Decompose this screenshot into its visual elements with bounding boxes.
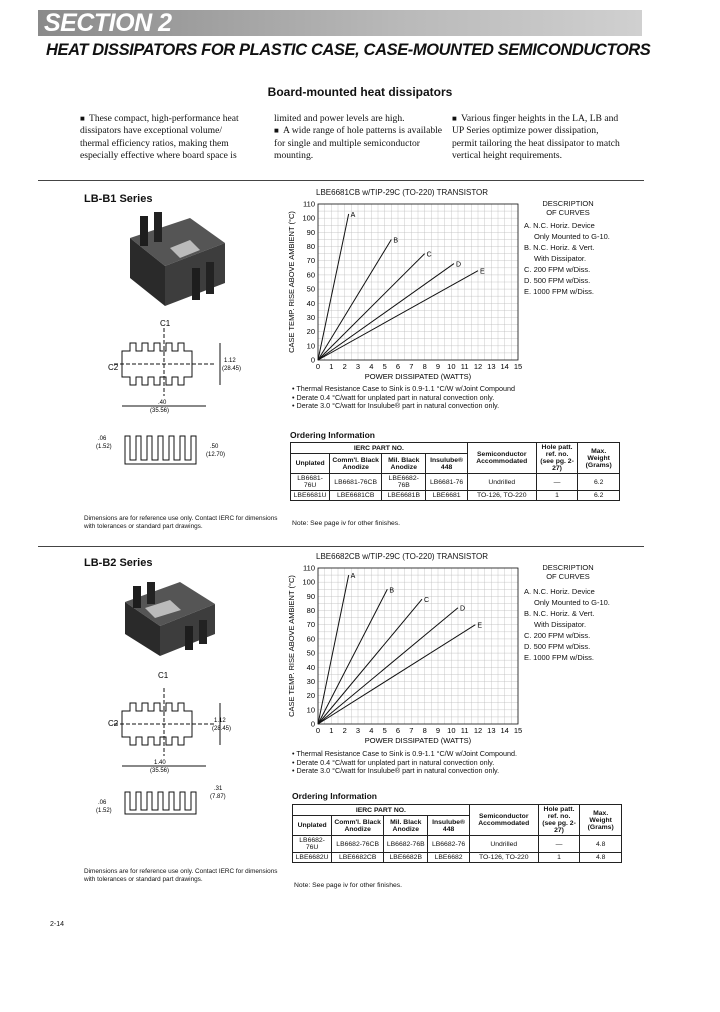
dim-fin-mm: (7.87) [210,794,226,800]
curve-a-desc: A. N.C. Horiz. Device [524,587,595,596]
intro-col-1: ■ These compact, high-performance heat dissipators have exceptional volume/ thermal efficiency ratios, making them especially effective where board space is [80,113,239,162]
table-row: LB6681-76U LB6681-76CB LBE6682-76B LB6681-76 Undrilled — 6.2 [291,474,620,491]
ordering-table-lb2: IERC PART NO. Semiconductor Accommodated Hole patt. ref. no. (see pg. 2-27) Max. Weight (Grams) Unplated Comm'l. Black Anodize Mil. Black Anodize Insulube® 448 LB6682-76U LB6682-76CB LB6682-76B LB6682-76 Undrilled — 4.8 LBE6682U LBE6682CB LBE6682B LBE6682 TO-126, TO-220 1 4.8 [292,804,622,863]
curve-d [318,608,458,724]
chart-lb1 [280,196,530,386]
ordering-table-lb1: IERC PART NO. Semiconductor Accommodated Hole patt. ref. no. (see pg. 2-27) Max. Weight (Grams) Unplated Comm'l. Black Anodize Mil. Black Anodize Insulube® 448 LB6681-76U LB6681-76CB LBE6682-76B LB6681-76 Undrilled — 6.2 LBE6681U LBE6681CB LBE6681B LBE6681 TO-126, TO-220 1 6.2 [290,442,620,501]
table-note-lb1: Note: See page iv for other finishes. [292,520,401,527]
y-axis-label: CASE TEMP. RISE ABOVE AMBIENT (°C) [287,575,296,717]
curve-d-desc: D. 500 FPM w/Diss. [524,642,591,651]
dim-width: 1.40 [154,760,166,766]
intro-col-2: limited and power levels are high. ■ A wide range of hole patterns is available for single and multiple semiconductor mounting. [274,113,443,162]
curve-a-desc-2: Only Mounted to G-10. [534,598,610,607]
dim-width-mm: (35.56) [150,768,170,774]
curve-label-a: A [350,211,356,219]
desc-title-lb2: DESCRIPTION OF CURVES [542,563,594,581]
x-axis-label: POWER DISSIPATED (WATTS) [364,372,472,381]
y-tick-label: 10 [306,341,315,351]
y-tick-label: 0 [310,719,315,729]
x-tick-label: 5 [382,362,387,371]
x-tick-label: 3 [355,726,361,735]
y-tick-label: 110 [303,563,315,573]
c1-label: C1 [158,671,169,680]
table-row: LBE6682U LBE6682CB LBE6682B LBE6682 TO-126, TO-220 1 4.8 [293,853,622,863]
x-tick-label: 2 [342,726,347,735]
x-tick-label: 2 [342,362,347,371]
chart-lb2 [280,560,530,750]
dim-base-mm: (1.52) [96,444,112,450]
curve-b-desc-2: With Dissipator. [534,254,587,263]
x-tick-label: 9 [435,726,441,735]
side-view [125,792,196,814]
dim-fin-mm: (12.70) [206,452,226,458]
curve-b-desc-2: With Dissipator. [534,620,587,629]
x-tick-label: 1 [329,362,334,371]
dim-fin: .50 [210,444,219,450]
divider [38,180,644,181]
y-tick-label: 110 [303,199,315,209]
x-tick-label: 10 [447,362,456,371]
notes-lb1: • Thermal Resistance Case to Sink is 0.9-1.1 °C/W w/Joint Compound • Derate 0.4 °C/watt for unplated part in natural convection only. • Derate 3.0 °C/watt for Insulube® part in natural convection only. [292,384,515,411]
table-row: LBE6681U LBE6681CB LBE6681B LBE6681 TO-126, TO-220 1 6.2 [291,491,620,501]
curve-d [318,264,454,360]
dim-base: .06 [98,436,107,442]
curve-a-desc-2: Only Mounted to G-10. [534,232,610,241]
curve-label-d: D [456,261,462,269]
x-tick-label: 4 [369,726,374,735]
dim-base-mm: (1.52) [96,808,112,814]
page-title: HEAT DISSIPATORS FOR PLASTIC CASE, CASE-MOUNTED SEMICONDUCTORS [46,41,651,59]
dim-height-mm: (28.45) [212,726,232,732]
x-tick-label: 4 [369,362,374,371]
c1-label: C1 [160,319,171,328]
x-tick-label: 8 [422,726,427,735]
x-tick-label: 11 [460,362,469,371]
series-title-lb2: LB-B2 Series [84,557,153,569]
curve-e-desc: E. 1000 FPM w/Diss. [524,287,595,296]
x-tick-label: 8 [422,362,427,371]
table-note-lb2: Note: See page iv for other finishes. [294,882,403,889]
x-tick-label: 9 [435,362,441,371]
lb2-drawing [80,572,305,862]
y-tick-label: 100 [302,213,315,223]
curve-c-desc: C. 200 FPM w/Diss. [524,265,591,274]
table-row: LB6682-76U LB6682-76CB LB6682-76B LB6682-76 Undrilled — 4.8 [293,836,622,853]
ordering-title-lb1: Ordering Information [290,430,375,440]
curve-label-e: E [477,622,483,630]
y-tick-label: 80 [306,606,315,616]
curve-a [318,214,349,360]
y-tick-label: 90 [306,227,315,237]
y-tick-label: 70 [306,620,315,630]
curve-label-e: E [480,268,485,276]
curve-b-desc: B. N.C. Horiz. & Vert. [524,243,595,252]
curve-c [318,599,422,724]
chart-title-lb2: LBE6682CB w/TIP-29C (TO-220) TRANSISTOR [316,552,489,561]
y-tick-label: 50 [306,648,315,658]
x-tick-label: 1 [329,726,334,735]
curve-label-d: D [460,605,466,613]
heat-dissipator-image [130,212,225,306]
top-view [114,688,220,766]
x-tick-label: 0 [315,726,321,735]
curve-label-b: B [393,237,399,245]
x-tick-label: 15 [513,726,523,735]
series-title-lb1: LB-B1 Series [84,193,153,205]
notes-lb2: • Thermal Resistance Case to Sink is 0.9-1.1 °C/W w/Joint Compound. • Derate 0.4 °C/watt for unplated part in natural convection only. • Derate 3.0 °C/watt for Insulube® part in natural convection only. [292,749,517,776]
x-tick-label: 11 [460,726,469,735]
curve-b-desc: B. N.C. Horiz. & Vert. [524,609,595,618]
intro-col-3: ■ Various finger heights in the LA, LB and UP Series optimize power dissipation, permit tailoring the heat dissipator to match vertical height requirements. [452,113,620,162]
x-tick-label: 7 [409,362,414,371]
x-tick-label: 14 [500,362,509,371]
y-tick-label: 30 [306,312,315,322]
x-tick-label: 12 [473,362,483,371]
dim-height: 1.12 [214,718,226,724]
y-tick-label: 10 [306,705,315,715]
dim-width-mm: (35.56) [150,408,170,414]
dim-note-lb2: Dimensions are for reference use only. Contact IERC for dimensions with tolerances or standard part drawings. [84,868,278,883]
curve-list-lb1 [524,220,610,297]
x-tick-label: 13 [487,726,496,735]
ordering-title-lb2: Ordering Information [292,791,377,801]
curve-label-b: B [389,587,395,595]
dim-height-mm: (28.45) [222,366,242,372]
y-tick-label: 80 [306,242,315,252]
page-number: 2-14 [50,921,65,928]
divider [38,546,644,547]
dim-height: 1.12 [224,358,236,364]
y-tick-label: 100 [302,577,315,587]
curve-list-lb2 [524,586,610,663]
x-tick-label: 12 [473,726,483,735]
curve-d-desc: D. 500 FPM w/Diss. [524,276,591,285]
x-tick-label: 15 [513,362,523,371]
dim-note-lb1: Dimensions are for reference use only. Contact IERC for dimensions with tolerances or standard part drawings. [84,515,278,530]
curve-a-desc: A. N.C. Horiz. Device [524,221,595,230]
c2-label: C2 [108,363,119,372]
y-tick-label: 20 [306,327,315,337]
lb1-drawing [80,208,305,508]
curve-a [318,575,349,724]
subtitle: Board-mounted heat dissipators [267,85,453,99]
top-view [114,328,220,406]
dim-base: .06 [98,800,107,806]
x-tick-label: 3 [355,362,361,371]
curve-b [318,239,391,360]
y-tick-label: 0 [310,355,315,365]
x-tick-label: 13 [487,362,496,371]
x-tick-label: 5 [382,726,387,735]
curve-label-c: C [424,597,430,605]
dim-fin: .31 [214,786,223,792]
x-tick-label: 10 [447,726,456,735]
bullet-icon: ■ [274,126,279,136]
x-axis-label: POWER DISSIPATED (WATTS) [364,736,472,745]
y-tick-label: 20 [306,691,315,701]
y-tick-label: 40 [306,298,315,308]
section-title: SECTION 2 [44,9,172,37]
y-tick-label: 30 [306,676,315,686]
curve-e-desc: E. 1000 FPM w/Diss. [524,653,595,662]
desc-title-lb1: DESCRIPTION OF CURVES [542,199,594,217]
bullet-icon: ■ [452,114,457,123]
dim-width: .40 [158,400,167,406]
y-tick-label: 40 [306,662,315,672]
x-tick-label: 14 [500,726,509,735]
y-tick-label: 70 [306,256,315,266]
bullet-icon: ■ [80,114,85,123]
y-axis-label: CASE TEMP. RISE ABOVE AMBIENT (°C) [287,211,296,353]
x-tick-label: 6 [395,362,401,371]
c2-label: C2 [108,719,119,728]
y-tick-label: 50 [306,284,315,294]
curve-label-c: C [426,251,432,259]
y-tick-label: 60 [306,634,315,644]
x-tick-label: 6 [395,726,401,735]
heat-dissipator-image [125,582,215,656]
curve-label-a: A [350,573,356,581]
curve-c-desc: C. 200 FPM w/Diss. [524,631,591,640]
curve-b [318,589,387,724]
chart-title-lb1: LBE6681CB w/TIP-29C (TO-220) TRANSISTOR [316,188,489,197]
x-tick-label: 7 [409,726,414,735]
x-tick-label: 0 [315,362,321,371]
y-tick-label: 60 [306,270,315,280]
side-view [125,436,196,464]
y-tick-label: 90 [306,591,315,601]
